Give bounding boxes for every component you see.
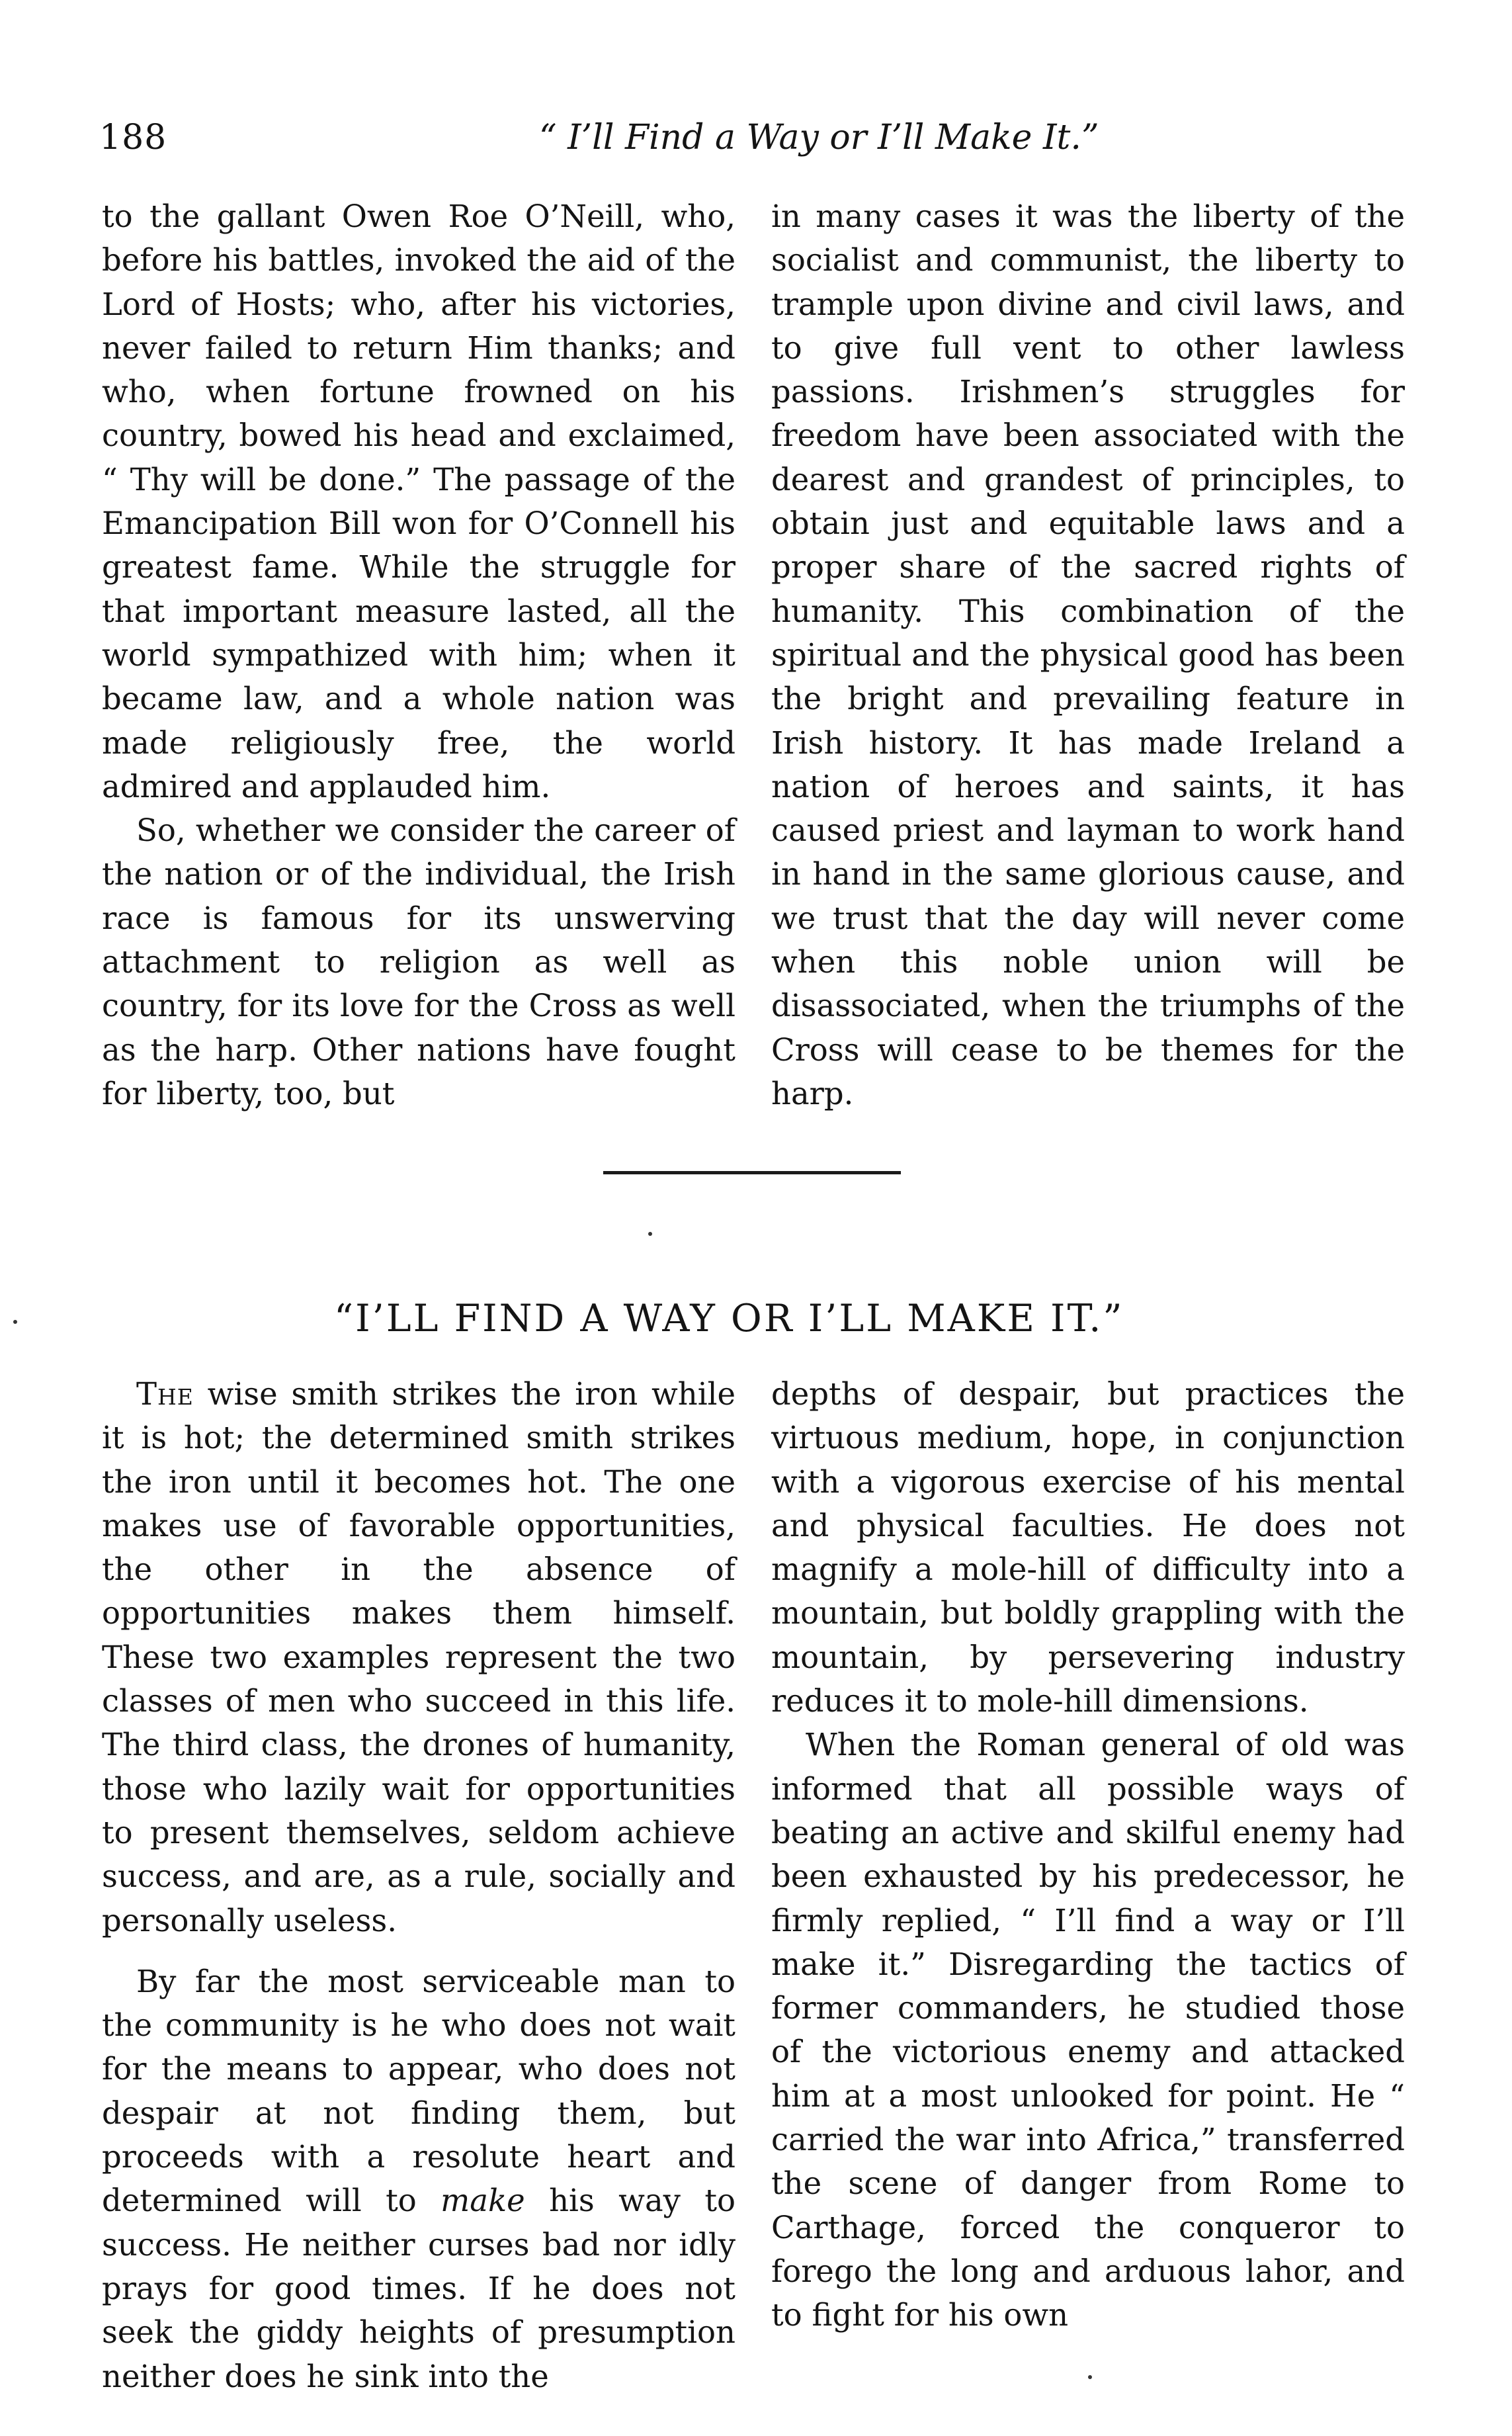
print-speck (1088, 2375, 1092, 2379)
paragraph (102, 1960, 735, 2398)
paragraph: depths of despair, but practices the virtuous medium, hope, in conjunction with a vigorous exercise of his mental and physical faculties. He does not magnify a mole-hill of difficulty into a mountain, but boldly grappling with the mountain, by persevering industry reduces it to mole-hill dimensions. (771, 1376, 1405, 1719)
paragraph: to the gallant Owen Roe O’Neill, who, before his battles, invoked the aid of the Lord of Hosts; who, after his victories, never failed to return Him thanks; and who, when fortune frowned on his country, bowed his head and exclaimed, “ Thy will be done.” The passage of the Emancipation Bill won for O’Connell his greatest fame. While the struggle for that important measure lasted, all the world sympathized with him; when it became law, and a whole nation was made religiously free, the world admired and applauded him. (102, 198, 735, 805)
section-divider (603, 1171, 901, 1174)
paragraph: When the Roman general of old was informed that all possible ways of beating an active and skilful enemy had been exhausted by his predecessor, he firmly replied, “ I’ll find a way or I’ll make it.” Disregarding the tactics of former commanders, he studied those of the victorious enemy and attacked him at a most unlooked for point. He “ carried the war into Africa,” transferred the scene of danger from Rome to Carthage, forced the conqueror to forego the long and arduous lahor, and to fight for his own (771, 1727, 1405, 2333)
paragraph-text: his way to success. He neither curses bad nor idly prays for good times. If he does not seek the giddy heights of presumption neither does he sink into the (102, 2183, 735, 2394)
paragraph-text: wise smith strikes the iron while it is hot; the determined smith strikes the iron until it becomes hot. The one makes use of favorable opportunities, the other in the absence of opportunities makes them himself. These two examples represent the two classes of men who succeed in this life. The third class, the drones of humanity, those who lazily wait for opportunities to present themselves, seldom achieve success, and are, as a rule, socially and personally useless. (102, 1376, 735, 1938)
top-right-column (771, 195, 1405, 1115)
opening-word: The (136, 1376, 194, 1412)
paragraph: in many cases it was the liberty of the socialist and communist, the liberty to trample upon divine and civil laws, and to give full vent to other lawless passions. Irishmen’s struggles for freedom have been associated with the dearest and grandest of principles, to obtain just and equitable laws and a proper share of the sacred rights of humanity. This combination of the spiritual and the physical good has been the bright and prevailing feature in Irish history. It has made Ireland a nation of heroes and saints, it has caused priest and layman to work hand in hand in the same glorious cause, and we trust that the day will never come when this noble union will be disassociated, when the triumphs of the Cross will cease to be themes for the harp. (771, 198, 1405, 1111)
paragraph-text: By far the most serviceable man to the community is he who does not wait for the means to appear, who does not despair at not finding them, but proceeds with a resolute heart and determined will to (102, 1963, 735, 2219)
section-title: “I’LL FIND A WAY OR I’LL MAKE IT.” (334, 1297, 1124, 1340)
page-number: 188 (99, 118, 167, 157)
paragraph (102, 1372, 735, 1942)
bottom-left-column (102, 1372, 735, 2398)
emphasis: make (441, 2183, 525, 2219)
top-left-column (102, 195, 735, 1115)
running-title: “ I’ll Find a Way or I’ll Make It.” (539, 118, 1099, 157)
print-speck (13, 1320, 17, 1324)
paragraph: So, whether we consider the career of the nation or of the individual, the Irish race is famous for its unswerving attachment to religion as well as country, for its love for the Cross as well as the harp. Other nations have fought for liberty, too, but (102, 812, 735, 1111)
bottom-right-column (771, 1372, 1405, 2337)
page-header (99, 118, 1396, 171)
print-speck (648, 1232, 652, 1236)
